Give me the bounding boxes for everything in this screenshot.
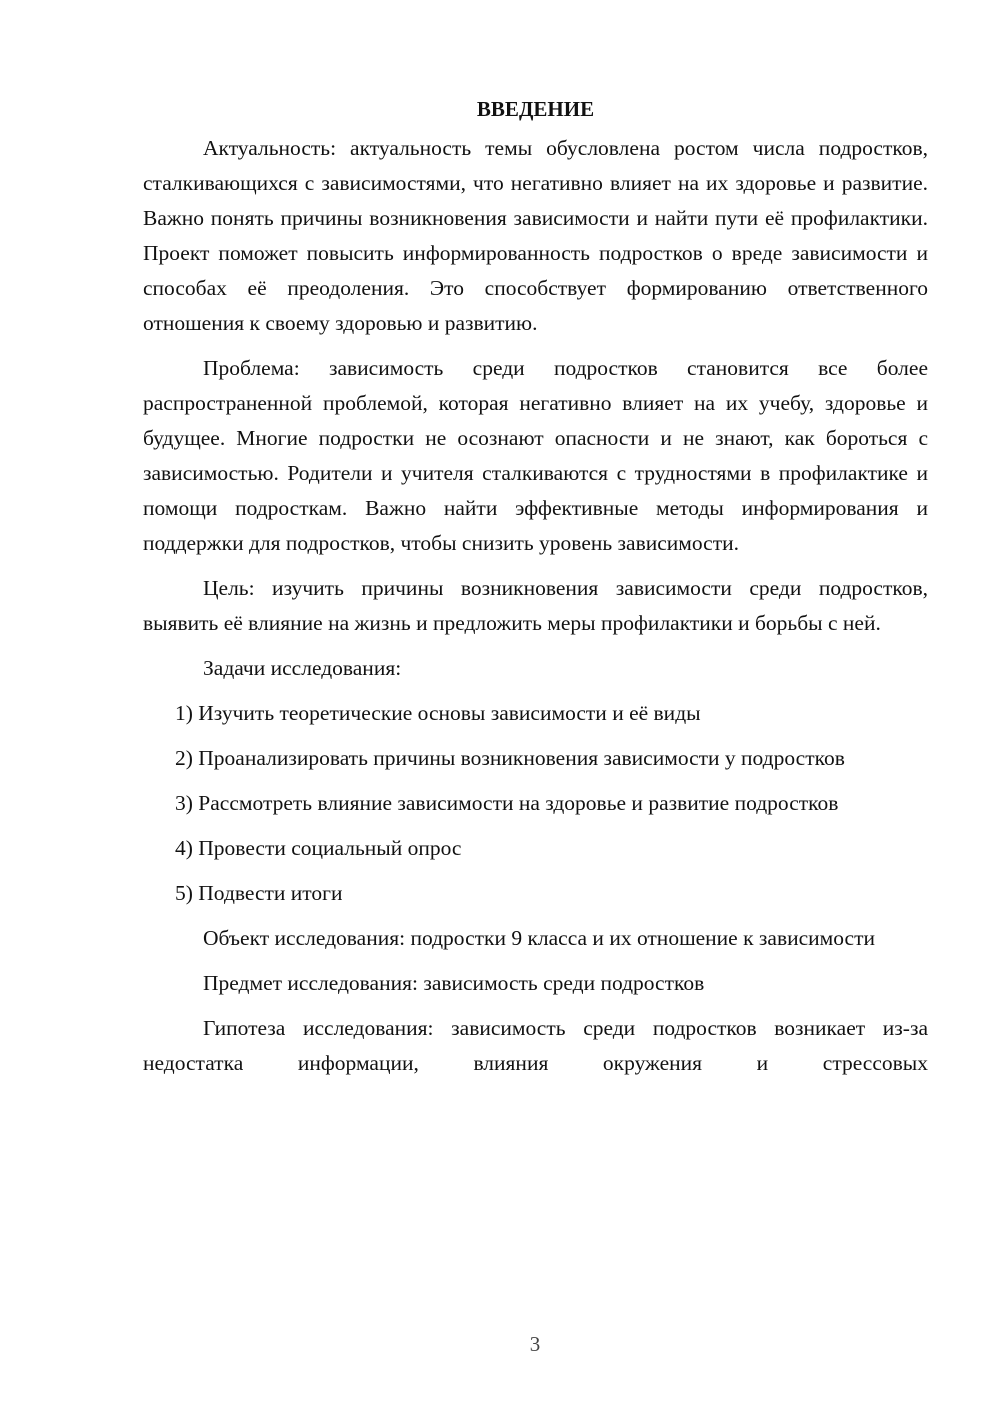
paragraph-hypothesis: Гипотеза исследования: зависимость среди подростков возникает из-за недостатка информации, влияния окружения и стрессовых	[143, 1016, 928, 1075]
document-page	[143, 92, 928, 1081]
task-item-3: 3) Рассмотреть влияние зависимости на здоровье и развитие подростков	[175, 791, 839, 815]
paragraph-object: Объект исследования: подростки 9 класса и их отношение к зависимости	[203, 926, 875, 950]
task-item-2: 2) Проанализировать причины возникновения зависимости у подростков	[175, 746, 845, 770]
page-number: 3	[529, 1332, 541, 1356]
section-title: ВВЕДЕНИЕ	[476, 97, 595, 121]
paragraph-tasks-heading: Задачи исследования:	[203, 656, 402, 680]
paragraph-goal: Цель: изучить причины возникновения зависимости среди подростков, выявить её влияние на жизнь и предложить меры профилактики и борьбы с ней.	[143, 576, 928, 635]
task-item-1: 1) Изучить теоретические основы зависимости и её виды	[175, 701, 701, 725]
paragraph-subject: Предмет исследования: зависимость среди подростков	[203, 971, 705, 995]
task-item-4: 4) Провести социальный опрос	[175, 836, 462, 860]
paragraph-problem: Проблема: зависимость среди подростков становится все более распространенной проблемой, которая негативно влияет на их учебу, здоровье и будущее. Многие подростки не осознают опасности и не знают, как бороться с зависимостью. Родители и учителя сталкиваются с трудностями в профилактике и помощи подросткам. Важно найти эффективные методы информирования и поддержки для подростков, чтобы снизить уровень зависимости.	[143, 356, 928, 555]
task-item-5: 5) Подвести итоги	[175, 881, 343, 905]
paragraph-relevance: Актуальность: актуальность темы обусловлена ростом числа подростков, сталкивающихся с зависимостями, что негативно влияет на их здоровье и развитие. Важно понять причины возникновения зависимости и найти пути её профилактики. Проект поможет повысить информированность подростков о вреде зависимости и способах её преодоления. Это способствует формированию ответственного отношения к своему здоровью и развитию.	[143, 136, 928, 335]
